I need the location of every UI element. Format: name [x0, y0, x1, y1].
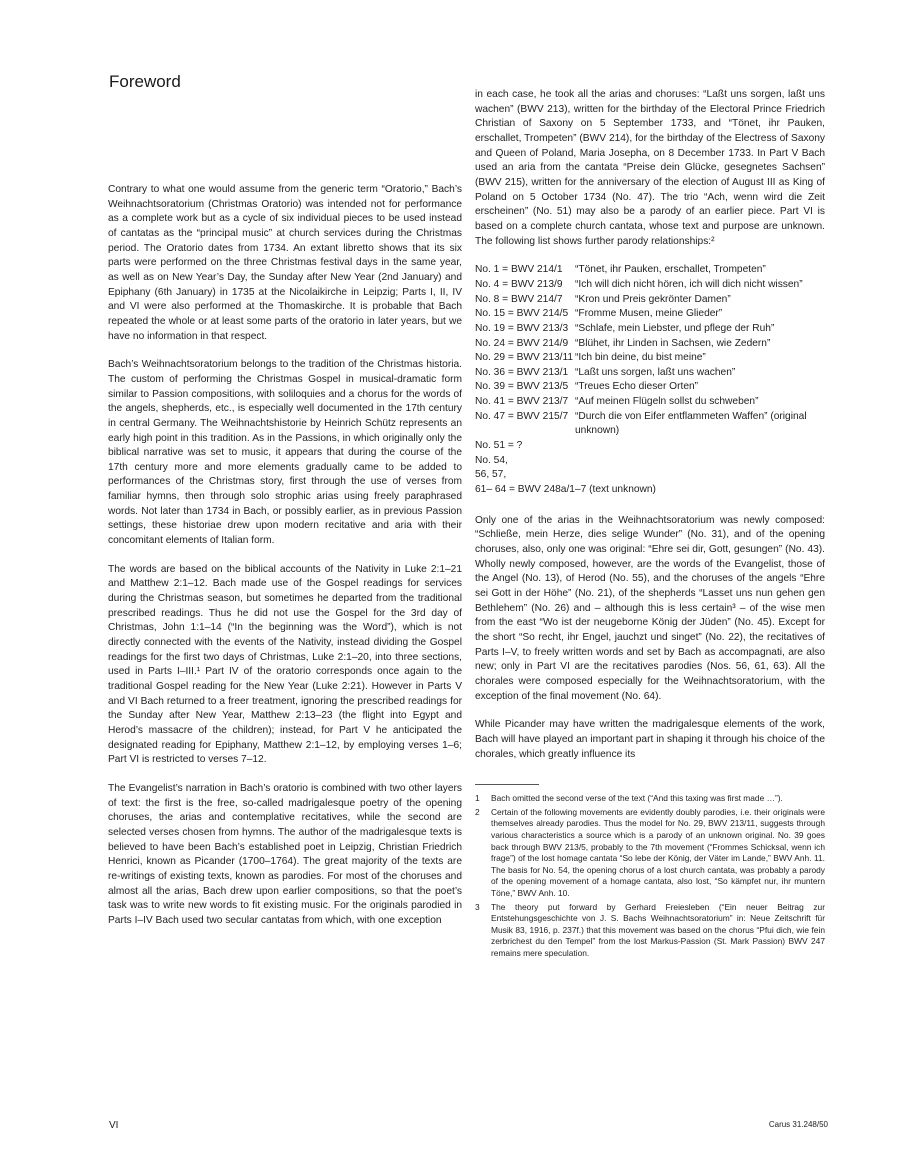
footnote-text: Bach omitted the second verse of the text (“And this taxing was first made …”).	[491, 793, 783, 804]
parody-number: No. 51 = ?	[475, 440, 523, 452]
body-paragraph: in each case, he took all the arias and choruses: “Laßt uns sorgen, laßt uns wachen” (BWV 213), written for the birthday of the Electoral Prince Friedrich Christian of Saxony on 5 September 1733, and “Tönet, ihr Pauken, erschallet, Trompeten” (BWV 214), for the birthday of the Electress of Saxony and Queen of Poland, Maria Josepha, on 8 December 1733. In Part V Bach used an aria from the cantata “Preise dein Glücke, gesegnetes Sachsen” (BWV 215), written for the anniversary of the election of August III as King of Poland on 5 October 1734 (No. 47). The trio “Ach, wenn wird die Zeit erscheinen” (No. 51) may also be a parody of an earlier piece. Part VI is based on a complete church cantata, whose text and purpose are unknown. The following list shows further parody relationships:²	[475, 89, 825, 247]
parody-row	[475, 439, 825, 454]
body-paragraph: While Picander may have written the madrigalesque elements of the work, Bach will have played an important part in shaping it through his choice of the chorales, which greatly influence its	[475, 719, 825, 760]
parody-number: No. 36 = BWV 213/1	[475, 366, 569, 378]
parody-row	[475, 395, 825, 410]
parody-number: No. 19 = BWV 213/3	[475, 322, 569, 334]
body-paragraph: Bach’s Weihnachtsoratorium belongs to the tradition of the Christmas historia. The custom of performing the Christmas Gospel in musical-dramatic form similar to Passion compositions, with soliloquies and a chorus for the words of the angels, shepherds, etc., is especially well documented in the 17th century in central Germany. The Weihnachtshistorie by Heinrich Schütz represents an early high point in this tradition. As in the Passions, in which originally only the biblical narrative was set to music, it appears that during the course of the 17th century more and more elements gradually came to be added to performances of the Christmas story, first through the use of verses from familiar hymns, then through solo strophic arias using freely paraphrased words. Not later than 1734 in Bach, or possibly earlier, as in previous Passion settings, these historiae drew upon modern recitative and aria with their concomitant elements of Italian form.	[108, 359, 462, 547]
footnote-mark: 2	[475, 806, 480, 817]
parody-title: “Durch die von Eifer entflammeten Waffen” (original unknown)	[575, 410, 807, 437]
parody-title	[575, 439, 825, 454]
parody-title	[575, 454, 825, 469]
parody-title	[575, 468, 825, 483]
parody-row	[475, 468, 825, 483]
parody-row	[475, 483, 825, 498]
footnote-divider	[475, 784, 539, 785]
page-title: Foreword	[109, 72, 181, 91]
parody-row	[475, 263, 825, 278]
parody-number: No. 15 = BWV 214/5	[475, 308, 569, 320]
parody-list	[475, 263, 825, 498]
parody-title: “Blühet, ihr Linden in Sachsen, wie Zedern”	[575, 337, 771, 349]
parody-number: 56, 57,	[475, 469, 507, 481]
parody-number: No. 39 = BWV 213/5	[475, 381, 569, 393]
parody-title: “Auf meinen Flügeln sollst du schweben”	[575, 396, 759, 408]
parody-number: No. 1 = BWV 214/1	[475, 264, 563, 276]
parody-number: No. 47 = BWV 215/7	[475, 410, 569, 422]
parody-row	[475, 278, 825, 293]
parody-title: “Tönet, ihr Pauken, erschallet, Trompeten”	[575, 264, 766, 276]
parody-row	[475, 322, 825, 337]
footnote-mark: 3	[475, 901, 480, 912]
parody-row	[475, 337, 825, 352]
parody-number: No. 4 = BWV 213/9	[475, 278, 563, 290]
footnote	[475, 902, 825, 960]
parody-row	[475, 351, 825, 366]
parody-number: 61– 64 = BWV 248a/1–7 (text unknown)	[475, 484, 656, 496]
parody-title: “Treues Echo dieser Orten”	[575, 381, 699, 393]
parody-number: No. 29 = BWV 213/11	[475, 352, 574, 364]
footnote-text: Certain of the following movements are evidently doubly parodies, i.e. their originals were themselves already parodies. Thus the model for No. 29, BWV 213/11, suggests through various characteristics a source which is a parody of an unknown original. No. 39 goes back through BWV 213/5, probably to the 7th movement (“Frommes Schicksal, wenn ich frage”) of the lost homage cantata “So lebe der König, der Väter im Lande,” BWV Anh. 11. The basis for No. 54, the opening chorus of a lost church cantata, was probably a parody of the opening movement of a homage cantata, also lost, “So kämpfet nur, ihr muntern Töne,” BWV Anh. 10.	[491, 806, 825, 898]
parody-number: No. 54,	[475, 454, 508, 466]
parody-title: “Laßt uns sorgen, laßt uns wachen”	[575, 366, 736, 378]
footnote	[475, 793, 825, 805]
page-number: VI	[109, 1120, 119, 1131]
body-paragraph: The words are based on the biblical accounts of the Nativity in Luke 2:1–21 and Matthew 2:1–12. Bach made use of the Gospel readings for services during the Christmas season, but sometimes he departed from the traditional prescribed readings. Thus he did not use the Gospel for the 3rd day of Christmas, John 1:1–14 (“In the beginning was the Word”), which is not directly connected with the events of the Nativity, instead dividing the Gospel readings for the first two days of Christmas, Luke 2:1–20, into three sections, used in Parts I–III.¹ Part IV of the oratorio corresponds once again to the traditional Gospel reading for the New Year (Luke 2:21). However in Parts V and VI Bach returned to a freer treatment, ignoring the prescribed readings for the Sunday after New Year, Matthew 2:13–23 (the flight into Egypt and Herod’s massacre of the children); instead, for Part V he anticipated the designated reading for Epiphany, Matthew 2:1–12, by employing verses 1–6; Part VI is restricted to verses 7–12.	[108, 563, 462, 766]
parody-number: No. 8 = BWV 214/7	[475, 293, 563, 305]
parody-row	[475, 366, 825, 381]
footnote-mark: 1	[475, 793, 480, 804]
parody-row	[475, 380, 825, 395]
parody-title: “Fromme Musen, meine Glieder”	[575, 308, 723, 320]
body-paragraph: Contrary to what one would assume from the generic term “Oratorio,” Bach’s Weihnachtsoratorium (Christmas Oratorio) was intended not for performance as a complete work but as a cycle of six individual pieces to be used instead of cantatas as the “principal music” at church services during the Christmas period. The Oratorio dates from 1734. An extant libretto shows that its six parts were performed on the three Christmas festival days in the same year, as well as on New Year’s Day, the Sunday after New Year (2nd January) and Epiphany (6th January) in 1735 at the Nicolaikirche in Leipzig; Parts I, II, IV and VI were also performed at the Thomaskirche. It is probable that Bach repeated the whole or at least some parts of the oratorio in later years, but we have no information in that respect.	[108, 184, 462, 342]
body-paragraph: Only one of the arias in the Weihnachtsoratorium was newly composed: “Schließe, mein Herze, dies selige Wunder” (No. 31), and of the opening choruses, also, only one was original: “Ehre sei dir, Gott, gesungen” (No. 43). Wholly newly composed, however, are the words of the Evangelist, those of the Angel (No. 13), of Herod (No. 55), and the choruses of the angels “Ehre sei Gott in der Höhe” (No. 21), of the shepherds “Lasset uns nun gehen gen Bethlehem” (No. 26) and – although this is less certain³ – of the wise men from the east “Wo ist der neugeborne König der Jüden” (No. 45). Except for the short “So recht, ihr Engel, jauchzt und singet” (No. 22), the recitatives of Parts I–V, to freely written words and set by Bach as accompagnati, are also new; only in Part VI are the recitatives parodies (Nos. 56, 61, 63). All the chorales were composed especially for the Weihnachtsoratorium, with the exception of the final movement (No. 64).	[475, 514, 825, 702]
footnote-text: The theory put forward by Gerhard Freiesleben (“Ein neuer Beitrag zur Entstehungsgeschichte von J. S. Bachs Weihnachtsoratorium” in: Neue Zeitschrift für Musik 83, 1916, p. 237f.) that this movement was based on the chorus “Pfui dich, wie fein zerbrichest du den Tempel” from the lost Markus-Passion (St. Mark Passion) BWV 247 remains mere speculation.	[491, 901, 825, 958]
parody-title	[575, 483, 825, 498]
parody-number: No. 24 = BWV 214/9	[475, 337, 569, 349]
parody-title: “Ich bin deine, du bist meine”	[575, 352, 706, 364]
parody-row	[475, 410, 825, 439]
parody-number: No. 41 = BWV 213/7	[475, 396, 569, 408]
parody-row	[475, 293, 825, 308]
parody-row	[475, 307, 825, 322]
parody-row	[475, 454, 825, 469]
parody-title: “Schlafe, mein Liebster, und pflege der Ruh”	[575, 322, 775, 334]
parody-title: “Ich will dich nicht hören, ich will dich nicht wissen”	[575, 278, 803, 290]
catalog-number: Carus 31.248/50	[768, 1120, 828, 1129]
footnote	[475, 807, 825, 900]
left-column	[108, 183, 462, 943]
body-paragraph: The Evangelist’s narration in Bach’s oratorio is combined with two other layers of text: the first is the free, so-called madrigalesque poetry of the opening choruses, the arias and contemplative recitatives, while the second are selected verses chosen from hymns. The author of the madrigalesque texts is believed to have been Bach’s established poet in Leipzig, Christian Friedrich Henrici, known as Picander (1700–1764). The great majority of the texts are re-writings of existing texts, known as parodies. For most of the choruses and almost all the arias, Bach drew upon earlier compositions, so that the poet’s task was to write new words to fit existing music. For the originals parodied in Parts I–IV Bach used two secular cantatas from which, with one exception	[108, 782, 462, 926]
right-column	[475, 88, 825, 962]
parody-title: “Kron und Preis gekrönter Damen”	[575, 293, 731, 305]
